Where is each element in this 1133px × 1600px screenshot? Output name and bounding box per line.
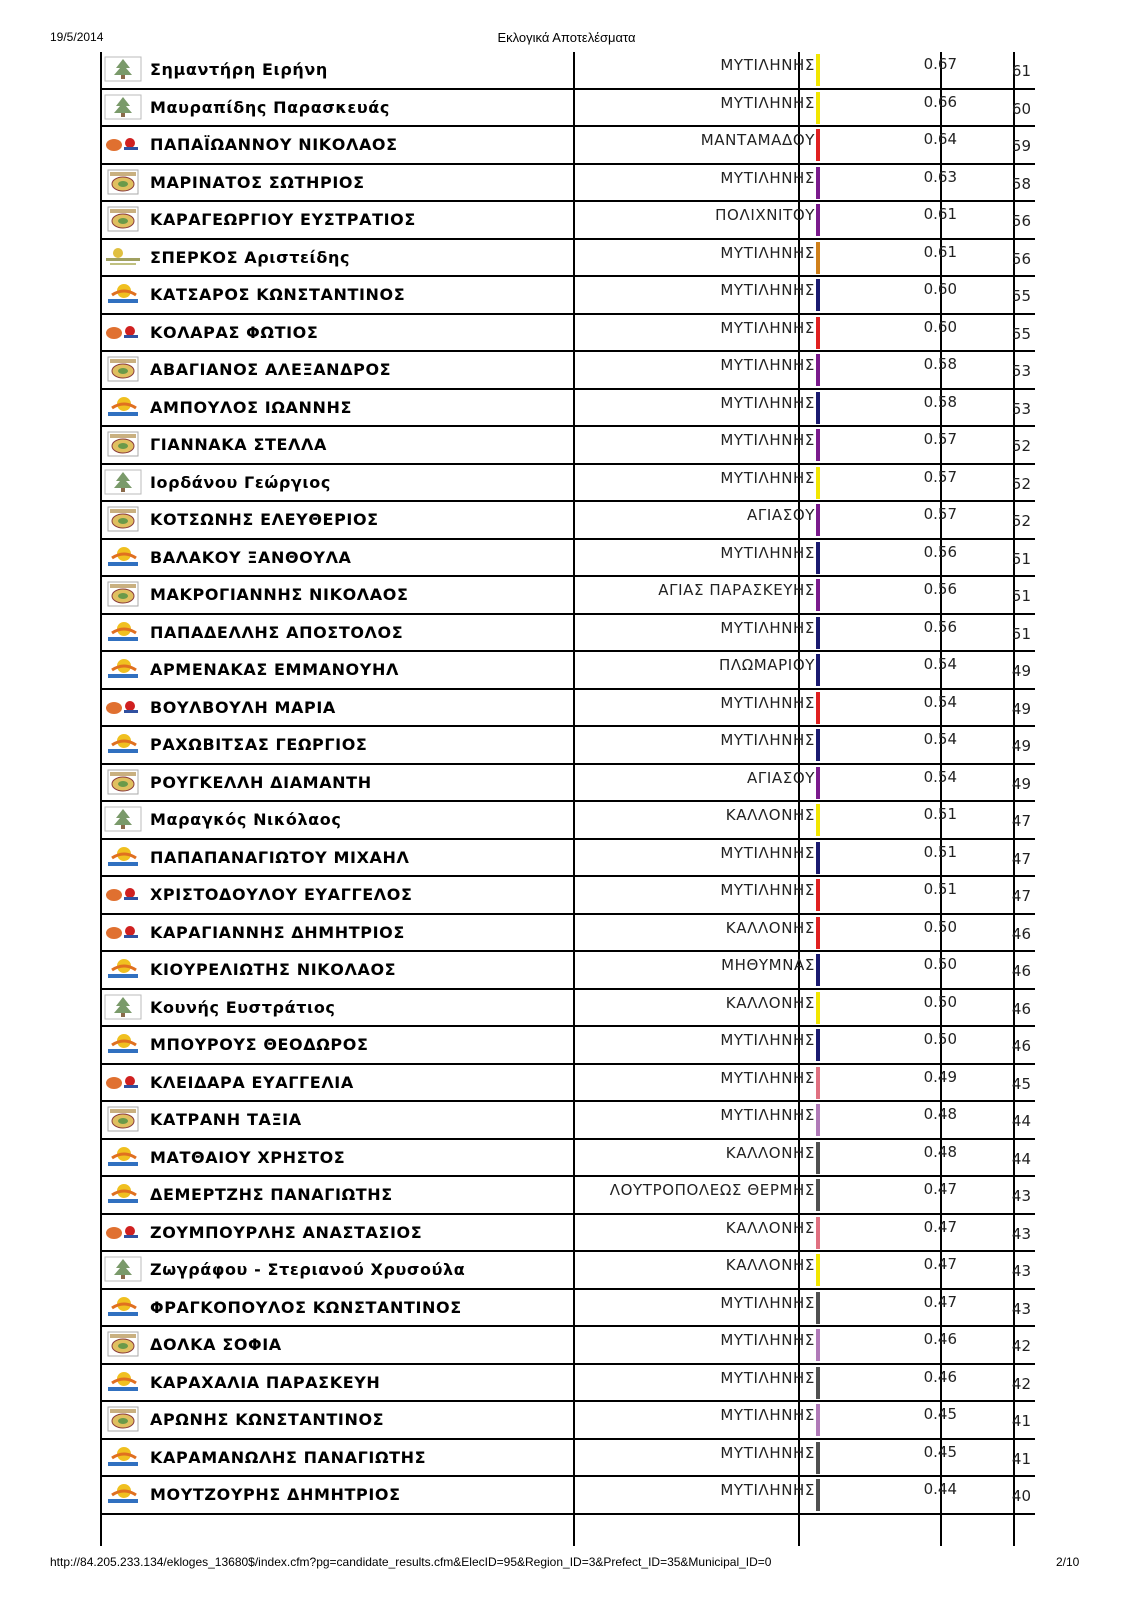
candidate-municipality: ΜΥΤΙΛΗΝΗΣ xyxy=(720,1031,815,1049)
party-logo-icon xyxy=(104,919,142,945)
table-row xyxy=(100,1065,1035,1103)
vote-count: 55 xyxy=(1011,324,1031,343)
candidate-name: ΚΛΕΙΔΑΡΑ ΕΥΑΓΓΕΛΙΑ xyxy=(150,1072,354,1092)
vote-count: 49 xyxy=(1011,699,1031,718)
candidate-name: ΑΡΜΕΝΑΚΑΣ ΕΜΜΑΝΟΥΗΛ xyxy=(150,660,399,679)
candidate-municipality: ΜΥΤΙΛΗΝΗΣ xyxy=(720,243,815,262)
party-logo-icon xyxy=(104,206,142,232)
vote-percent: 0.47 xyxy=(923,1217,957,1236)
party-logo-icon xyxy=(104,1256,142,1282)
vote-percent: 0.47 xyxy=(923,1292,957,1311)
candidate-name: Μαυραπίδης Παρασκευάς xyxy=(150,97,390,117)
vote-percent: 0.51 xyxy=(923,805,957,823)
candidate-municipality: ΚΑΛΛΟΝΗΣ xyxy=(725,1256,815,1274)
candidate-name: ΡΑΧΩΒΙΤΣΑΣ ΓΕΩΡΓΙΟΣ xyxy=(150,735,368,754)
party-color-bar xyxy=(816,767,820,799)
table-row xyxy=(100,352,1035,390)
party-color-bar xyxy=(816,1142,820,1174)
candidate-name: Ζωγράφου - Στεριανού Χρυσούλα xyxy=(150,1260,466,1279)
party-color-bar xyxy=(816,1217,820,1249)
party-color-bar xyxy=(816,354,820,386)
candidate-name: ΚΑΡΑΜΑΝΩΛΗΣ ΠΑΝΑΓΙΩΤΗΣ xyxy=(150,1447,427,1467)
vote-count: 56 xyxy=(1011,212,1031,230)
candidate-municipality: ΜΥΤΙΛΗΝΗΣ xyxy=(720,1368,815,1387)
candidate-name: ΠΑΠΑΪΩΑΝΝΟΥ ΝΙΚΟΛΑΟΣ xyxy=(150,135,398,154)
candidate-municipality: ΠΟΛΙΧΝΙΤΟΥ xyxy=(715,206,815,224)
vote-percent: 0.61 xyxy=(923,205,957,223)
vote-count: 52 xyxy=(1011,512,1031,530)
vote-percent: 0.45 xyxy=(923,1442,957,1461)
candidate-municipality: ΚΑΛΛΟΝΗΣ xyxy=(725,1218,815,1237)
party-color-bar xyxy=(816,429,820,461)
vote-count: 47 xyxy=(1011,812,1031,830)
table-row xyxy=(100,202,1035,240)
vote-percent: 0.60 xyxy=(923,317,957,336)
table-row xyxy=(100,315,1035,353)
vote-percent: 0.54 xyxy=(923,692,957,711)
vote-percent: 0.56 xyxy=(923,580,957,598)
candidate-name: ΑΒΑΓΙΑΝΟΣ ΑΛΕΞΑΝΔΡΟΣ xyxy=(150,360,392,379)
table-row xyxy=(100,165,1035,203)
candidate-municipality: ΜΥΤΙΛΗΝΗΣ xyxy=(720,843,815,862)
table-row xyxy=(100,1027,1035,1065)
vote-count: 46 xyxy=(1011,1037,1031,1055)
party-logo-icon xyxy=(104,281,142,307)
candidate-municipality: ΚΑΛΛΟΝΗΣ xyxy=(725,918,815,937)
party-logo-icon xyxy=(104,244,142,270)
vote-percent: 0.63 xyxy=(923,167,957,186)
party-logo-icon xyxy=(104,1406,142,1432)
party-logo-icon xyxy=(104,1069,142,1095)
table-row xyxy=(100,390,1035,428)
table-row xyxy=(100,465,1035,503)
party-color-bar xyxy=(816,992,820,1024)
candidate-name: ΚΙΟΥΡΕΛΙΩΤΗΣ ΝΙΚΟΛΑΟΣ xyxy=(150,960,397,979)
vote-percent: 0.58 xyxy=(923,355,957,373)
vote-count: 55 xyxy=(1011,287,1031,305)
candidate-name: ΚΑΡΑΧΑΛΙΑ ΠΑΡΑΣΚΕΥΗ xyxy=(150,1372,381,1392)
vote-percent: 0.44 xyxy=(923,1480,957,1498)
table-row xyxy=(100,90,1035,128)
vote-percent: 0.54 xyxy=(923,767,957,786)
vote-count: 43 xyxy=(1011,1187,1031,1205)
table-row xyxy=(100,1365,1035,1403)
candidate-municipality: ΜΥΤΙΛΗΝΗΣ xyxy=(720,731,815,749)
table-row xyxy=(100,1402,1035,1440)
vote-count: 52 xyxy=(1011,437,1031,455)
candidate-name: Ιορδάνου Γεώργιος xyxy=(150,472,331,492)
vote-count: 44 xyxy=(1011,1149,1031,1168)
party-logo-icon xyxy=(104,56,142,82)
vote-count: 52 xyxy=(1011,474,1031,493)
candidate-municipality: ΜΥΤΙΛΗΝΗΣ xyxy=(720,1068,815,1087)
vote-count: 42 xyxy=(1011,1337,1031,1355)
party-color-bar xyxy=(816,1292,820,1324)
candidate-municipality: ΑΓΙΑΣΟΥ xyxy=(747,768,815,787)
candidate-municipality: ΑΓΙΑΣ ΠΑΡΑΣΚΕΥΗΣ xyxy=(658,581,815,599)
party-logo-icon xyxy=(104,1181,142,1207)
page-title: Εκλογικά Αποτελέσματα xyxy=(497,30,636,45)
candidate-municipality: ΜΥΤΙΛΗΝΗΣ xyxy=(720,318,815,337)
vote-count: 40 xyxy=(1011,1487,1031,1505)
vote-count: 49 xyxy=(1011,662,1031,680)
party-color-bar xyxy=(816,204,820,236)
candidate-name: ΦΡΑΓΚΟΠΟΥΛΟΣ ΚΩΝΣΤΑΝΤΙΝΟΣ xyxy=(150,1297,462,1317)
party-logo-icon xyxy=(104,169,142,195)
party-logo-icon xyxy=(104,506,142,532)
page-url: http://84.205.233.134/ekloges_13680$/index.cfm?pg=candidate_results.cfm&ElecID=95&Region_ID=3&Prefect_ID=35&Municipal_ID=0 xyxy=(50,1555,772,1569)
table-row xyxy=(100,915,1035,953)
vote-percent: 0.67 xyxy=(923,55,957,73)
candidate-municipality: ΜΥΤΙΛΗΝΗΣ xyxy=(720,93,815,112)
table-row xyxy=(100,1215,1035,1253)
candidate-municipality: ΜΥΤΙΛΗΝΗΣ xyxy=(720,168,815,187)
vote-percent: 0.49 xyxy=(923,1067,957,1086)
party-color-bar xyxy=(816,804,820,836)
candidate-name: ΚΑΡΑΓΕΩΡΓΙΟΥ ΕΥΣΤΡΑΤΙΟΣ xyxy=(150,210,416,229)
vote-percent: 0.47 xyxy=(923,1255,957,1273)
vote-percent: 0.57 xyxy=(923,430,957,448)
vote-count: 46 xyxy=(1011,962,1031,980)
table-row xyxy=(100,1327,1035,1365)
party-color-bar xyxy=(816,879,820,911)
party-color-bar xyxy=(816,279,820,311)
vote-percent: 0.48 xyxy=(923,1105,957,1123)
party-logo-icon xyxy=(104,769,142,795)
candidate-municipality: ΜΥΤΙΛΗΝΗΣ xyxy=(720,431,815,449)
vote-percent: 0.58 xyxy=(923,392,957,411)
candidate-name: ΖΟΥΜΠΟΥΡΛΗΣ ΑΝΑΣΤΑΣΙΟΣ xyxy=(150,1222,423,1242)
candidate-name: ΜΑΡΙΝΑΤΟΣ ΣΩΤΗΡΙΟΣ xyxy=(150,172,365,192)
vote-percent: 0.46 xyxy=(923,1330,957,1348)
vote-percent: 0.50 xyxy=(923,1030,957,1048)
vote-count: 42 xyxy=(1011,1374,1031,1393)
vote-count: 51 xyxy=(1011,624,1031,643)
table-row xyxy=(100,277,1035,315)
vote-count: 51 xyxy=(1011,587,1031,605)
table-row xyxy=(100,765,1035,803)
candidate-name: ΜΑΚΡΟΓΙΑΝΝΗΣ ΝΙΚΟΛΑΟΣ xyxy=(150,585,409,604)
candidate-name: ΓΙΑΝΝΑΚΑ ΣΤΕΛΛΑ xyxy=(150,435,327,454)
candidate-name: ΑΡΩΝΗΣ ΚΩΝΣΤΑΝΤΙΝΟΣ xyxy=(150,1410,385,1429)
table-row xyxy=(100,952,1035,990)
candidate-municipality: ΜΑΝΤΑΜΑΔΟΥ xyxy=(700,131,815,149)
candidate-name: ΚΟΛΑΡΑΣ ΦΩΤΙΟΣ xyxy=(150,322,319,342)
candidate-municipality: ΜΥΤΙΛΗΝΗΣ xyxy=(720,1293,815,1312)
vote-count: 58 xyxy=(1011,174,1031,193)
row-divider xyxy=(100,1513,1035,1515)
party-logo-icon xyxy=(104,94,142,120)
party-color-bar xyxy=(816,729,820,761)
candidate-name: Μαραγκός Νικόλαος xyxy=(150,810,342,829)
party-color-bar xyxy=(816,167,820,199)
candidate-municipality: ΜΥΤΙΛΗΝΗΣ xyxy=(720,356,815,374)
candidate-name: ΔΕΜΕΡΤΖΗΣ ΠΑΝΑΓΙΩΤΗΣ xyxy=(150,1185,393,1204)
candidate-name: ΚΑΤΡΑΝΗ ΤΑΞΙΑ xyxy=(150,1110,302,1129)
table-row xyxy=(100,502,1035,540)
party-logo-icon xyxy=(104,844,142,870)
candidate-municipality: ΚΑΛΛΟΝΗΣ xyxy=(725,1143,815,1162)
party-logo-icon xyxy=(104,694,142,720)
candidate-name: ΠΑΠΑΔΕΛΛΗΣ ΑΠΟΣΤΟΛΟΣ xyxy=(150,622,404,642)
candidate-name: Κουνής Ευστράτιος xyxy=(150,997,336,1017)
party-color-bar xyxy=(816,1179,820,1211)
candidate-name: ΚΑΡΑΓΙΑΝΝΗΣ ΔΗΜΗΤΡΙΟΣ xyxy=(150,922,405,942)
table-row xyxy=(100,427,1035,465)
party-logo-icon xyxy=(104,731,142,757)
vote-percent: 0.60 xyxy=(923,280,957,298)
vote-percent: 0.56 xyxy=(923,617,957,636)
candidate-name: Σημαντήρη Ειρήνη xyxy=(150,60,328,79)
party-logo-icon xyxy=(104,1031,142,1057)
party-color-bar xyxy=(816,542,820,574)
party-color-bar xyxy=(816,842,820,874)
candidate-name: ΠΑΠΑΠΑΝΑΓΙΩΤΟΥ ΜΙΧΑΗΛ xyxy=(150,847,410,867)
candidate-municipality: ΜΥΤΙΛΗΝΗΣ xyxy=(720,393,815,412)
table-row xyxy=(100,1477,1035,1515)
results-table xyxy=(100,52,1035,1546)
candidate-municipality: ΜΥΤΙΛΗΝΗΣ xyxy=(720,693,815,712)
candidate-municipality: ΜΗΘΥΜΝΑΣ xyxy=(721,956,815,974)
vote-count: 43 xyxy=(1011,1262,1031,1280)
table-row xyxy=(100,240,1035,278)
party-color-bar xyxy=(816,1479,820,1511)
party-logo-icon xyxy=(104,1481,142,1507)
candidate-municipality: ΜΥΤΙΛΗΝΗΣ xyxy=(720,1443,815,1462)
party-color-bar xyxy=(816,954,820,986)
candidate-municipality: ΑΓΙΑΣΟΥ xyxy=(747,506,815,524)
candidate-name: ΧΡΙΣΤΟΔΟΥΛΟΥ ΕΥΑΓΓΕΛΟΣ xyxy=(150,885,413,904)
table-row xyxy=(100,690,1035,728)
vote-percent: 0.51 xyxy=(923,842,957,861)
party-color-bar xyxy=(816,1367,820,1399)
table-row xyxy=(100,1440,1035,1478)
vote-percent: 0.50 xyxy=(923,955,957,973)
party-logo-icon xyxy=(104,1106,142,1132)
candidate-name: ΒΟΥΛΒΟΥΛΗ ΜΑΡΙΑ xyxy=(150,697,336,717)
party-logo-icon xyxy=(104,356,142,382)
vote-count: 47 xyxy=(1011,887,1031,905)
party-logo-icon xyxy=(104,431,142,457)
candidate-name: ΒΑΛΑΚΟΥ ΞΑΝΘΟΥΛΑ xyxy=(150,547,352,567)
party-color-bar xyxy=(816,1029,820,1061)
party-logo-icon xyxy=(104,581,142,607)
vote-percent: 0.64 xyxy=(923,130,957,148)
vote-count: 53 xyxy=(1011,399,1031,418)
candidate-municipality: ΚΑΛΛΟΝΗΣ xyxy=(725,806,815,824)
page-number: 2/10 xyxy=(1056,1555,1080,1569)
vote-percent: 0.51 xyxy=(923,880,957,898)
vote-count: 43 xyxy=(1011,1299,1031,1318)
candidate-municipality: ΜΥΤΙΛΗΝΗΣ xyxy=(720,1481,815,1499)
vote-percent: 0.57 xyxy=(923,467,957,486)
vote-count: 60 xyxy=(1011,99,1031,118)
vote-count: 41 xyxy=(1011,1449,1031,1468)
party-color-bar xyxy=(816,1404,820,1436)
table-row xyxy=(100,652,1035,690)
party-logo-icon xyxy=(104,131,142,157)
candidate-municipality: ΜΥΤΙΛΗΝΗΣ xyxy=(720,56,815,74)
vote-count: 61 xyxy=(1011,62,1031,80)
vote-count: 49 xyxy=(1011,737,1031,755)
table-row xyxy=(100,1140,1035,1178)
table-row xyxy=(100,1177,1035,1215)
candidate-municipality: ΠΛΩΜΑΡΙΟΥ xyxy=(718,656,815,674)
party-color-bar xyxy=(816,242,820,274)
vote-count: 47 xyxy=(1011,849,1031,868)
candidate-municipality: ΚΑΛΛΟΝΗΣ xyxy=(725,993,815,1012)
party-color-bar xyxy=(816,1067,820,1099)
party-color-bar xyxy=(816,617,820,649)
vote-count: 46 xyxy=(1011,999,1031,1018)
candidate-name: ΚΑΤΣΑΡΟΣ ΚΩΝΣΤΑΝΤΙΝΟΣ xyxy=(150,285,406,304)
party-logo-icon xyxy=(104,394,142,420)
party-logo-icon xyxy=(104,1369,142,1395)
party-logo-icon xyxy=(104,806,142,832)
vote-count: 44 xyxy=(1011,1112,1031,1130)
vote-count: 53 xyxy=(1011,362,1031,380)
vote-count: 46 xyxy=(1011,924,1031,943)
vote-percent: 0.57 xyxy=(923,505,957,523)
vote-count: 59 xyxy=(1011,137,1031,155)
candidate-municipality: ΜΥΤΙΛΗΝΗΣ xyxy=(720,1406,815,1424)
party-logo-icon xyxy=(104,1219,142,1245)
vote-percent: 0.50 xyxy=(923,917,957,936)
candidate-municipality: ΜΥΤΙΛΗΝΗΣ xyxy=(720,468,815,487)
vote-percent: 0.48 xyxy=(923,1142,957,1161)
candidate-municipality: ΛΟΥΤΡΟΠΟΛΕΩΣ ΘΕΡΜΗΣ xyxy=(609,1181,815,1199)
party-logo-icon xyxy=(104,469,142,495)
party-color-bar xyxy=(816,392,820,424)
party-logo-icon xyxy=(104,1444,142,1470)
party-color-bar xyxy=(816,467,820,499)
vote-percent: 0.47 xyxy=(923,1180,957,1198)
candidate-name: ΑΜΠΟΥΛΟΣ ΙΩΑΝΝΗΣ xyxy=(150,397,353,417)
party-logo-icon xyxy=(104,1294,142,1320)
vote-percent: 0.54 xyxy=(923,655,957,673)
table-row xyxy=(100,540,1035,578)
candidate-municipality: ΜΥΤΙΛΗΝΗΣ xyxy=(720,618,815,637)
table-row xyxy=(100,1102,1035,1140)
table-row xyxy=(100,1290,1035,1328)
party-color-bar xyxy=(816,654,820,686)
candidate-name: ΡΟΥΓΚΕΛΛΗ ΔΙΑΜΑΝΤΗ xyxy=(150,772,372,792)
party-logo-icon xyxy=(104,319,142,345)
party-color-bar xyxy=(816,579,820,611)
party-color-bar xyxy=(816,917,820,949)
vote-percent: 0.61 xyxy=(923,242,957,261)
party-color-bar xyxy=(816,317,820,349)
vote-count: 49 xyxy=(1011,774,1031,793)
table-row xyxy=(100,840,1035,878)
vote-count: 51 xyxy=(1011,549,1031,568)
party-logo-icon xyxy=(104,656,142,682)
candidate-municipality: ΜΥΤΙΛΗΝΗΣ xyxy=(720,881,815,899)
party-color-bar xyxy=(816,692,820,724)
print-date: 19/5/2014 xyxy=(50,30,104,44)
vote-percent: 0.45 xyxy=(923,1405,957,1423)
vote-percent: 0.66 xyxy=(923,92,957,111)
candidate-municipality: ΜΥΤΙΛΗΝΗΣ xyxy=(720,543,815,562)
vote-percent: 0.46 xyxy=(923,1367,957,1386)
party-logo-icon xyxy=(104,619,142,645)
party-logo-icon xyxy=(104,881,142,907)
candidate-name: ΜΠΟΥΡΟΥΣ ΘΕΟΔΩΡΟΣ xyxy=(150,1035,369,1054)
candidate-name: ΜΑΤΘΑΙΟΥ ΧΡΗΣΤΟΣ xyxy=(150,1147,346,1167)
vote-count: 41 xyxy=(1011,1412,1031,1430)
candidate-name: ΜΟΥΤΖΟΥΡΗΣ ΔΗΜΗΤΡΙΟΣ xyxy=(150,1485,401,1504)
party-color-bar xyxy=(816,129,820,161)
party-color-bar xyxy=(816,1104,820,1136)
vote-count: 43 xyxy=(1011,1224,1031,1243)
table-row xyxy=(100,52,1035,90)
candidate-municipality: ΜΥΤΙΛΗΝΗΣ xyxy=(720,1106,815,1124)
table-row xyxy=(100,127,1035,165)
vote-count: 56 xyxy=(1011,249,1031,268)
candidate-municipality: ΜΥΤΙΛΗΝΗΣ xyxy=(720,1331,815,1349)
party-color-bar xyxy=(816,1329,820,1361)
table-row xyxy=(100,727,1035,765)
table-row xyxy=(100,1252,1035,1290)
vote-percent: 0.50 xyxy=(923,992,957,1011)
party-color-bar xyxy=(816,54,820,86)
party-logo-icon xyxy=(104,956,142,982)
party-color-bar xyxy=(816,1254,820,1286)
party-logo-icon xyxy=(104,544,142,570)
party-color-bar xyxy=(816,1442,820,1474)
table-row xyxy=(100,990,1035,1028)
candidate-municipality: ΜΥΤΙΛΗΝΗΣ xyxy=(720,281,815,299)
party-logo-icon xyxy=(104,994,142,1020)
candidate-name: ΚΟΤΣΩΝΗΣ ΕΛΕΥΘΕΡΙΟΣ xyxy=(150,510,379,529)
table-row xyxy=(100,802,1035,840)
party-color-bar xyxy=(816,504,820,536)
table-row xyxy=(100,877,1035,915)
vote-percent: 0.54 xyxy=(923,730,957,748)
party-color-bar xyxy=(816,92,820,124)
table-row xyxy=(100,577,1035,615)
vote-percent: 0.56 xyxy=(923,542,957,561)
table-row xyxy=(100,615,1035,653)
vote-count: 45 xyxy=(1011,1074,1031,1093)
party-logo-icon xyxy=(104,1331,142,1357)
candidate-name: ΣΠΕΡΚΟΣ Αριστείδης xyxy=(150,247,351,267)
candidate-name: ΔΟΛΚΑ ΣΟΦΙΑ xyxy=(150,1335,282,1354)
party-logo-icon xyxy=(104,1144,142,1170)
